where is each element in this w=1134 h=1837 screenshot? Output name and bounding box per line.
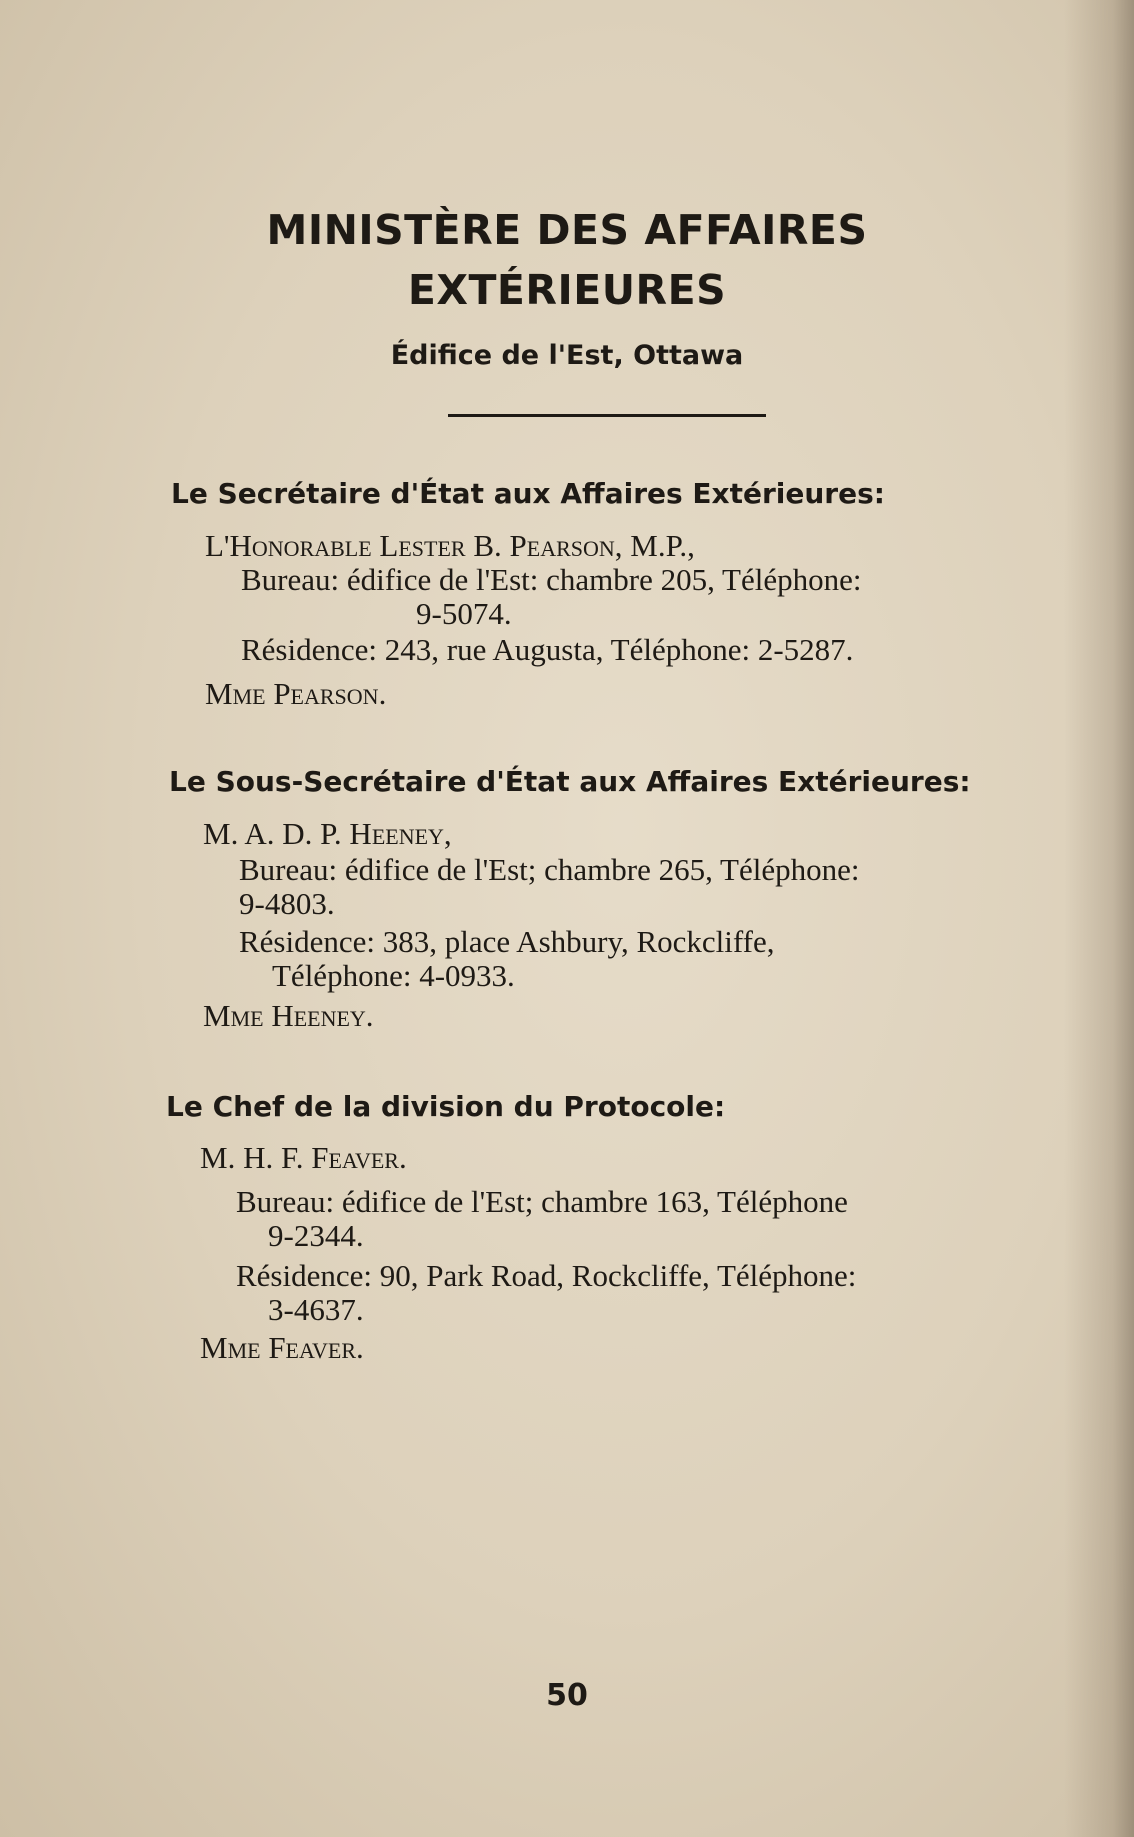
section-2-bureau-line-1: Bureau: édifice de l'Est; chambre 265, Téléphone: — [239, 852, 860, 887]
section-3-bureau-line-1: Bureau: édifice de l'Est; chambre 163, Téléphone — [236, 1184, 848, 1219]
section-3-bureau-line-2: 9-2344. — [268, 1218, 364, 1253]
section-2-spouse: Mme Heeney. — [203, 998, 374, 1033]
section-1-name: L'Honorable Lester B. Pearson, M.P., — [205, 528, 695, 563]
section-3-name: M. H. F. Feaver. — [200, 1140, 407, 1175]
page-subtitle: Édifice de l'Est, Ottawa — [390, 340, 744, 371]
section-3-residence-line-1: Résidence: 90, Park Road, Rockcliffe, Téléphone: — [236, 1258, 857, 1293]
section-1-bureau-line-1: Bureau: édifice de l'Est: chambre 205, Téléphone: — [241, 562, 862, 597]
page-title-line-1: MINISTÈRE DES AFFAIRES — [266, 206, 868, 254]
section-3-heading: Le Chef de la division du Protocole: — [166, 1090, 726, 1123]
page-number: 50 — [546, 1678, 588, 1713]
section-2-heading: Le Sous-Secrétaire d'État aux Affaires Extérieures: — [169, 765, 971, 798]
page-title-line-2: EXTÉRIEURES — [407, 266, 727, 314]
section-3-spouse: Mme Feaver. — [200, 1330, 364, 1365]
section-3-residence-line-2: 3-4637. — [268, 1292, 364, 1327]
section-2-residence-line-2: Téléphone: 4-0933. — [272, 958, 515, 993]
section-2-bureau-line-2: 9-4803. — [239, 886, 335, 921]
section-2-residence-line-1: Résidence: 383, place Ashbury, Rockcliffe, — [239, 924, 775, 959]
section-1-spouse: Mme Pearson. — [205, 676, 387, 711]
title-divider — [448, 414, 766, 417]
section-1-residence-line-1: Résidence: 243, rue Augusta, Téléphone: 2-5287. — [241, 632, 854, 667]
section-1-bureau-line-2: 9-5074. — [416, 596, 512, 631]
section-1-heading: Le Secrétaire d'État aux Affaires Extérieures: — [171, 477, 885, 510]
section-2-name: M. A. D. P. Heeney, — [203, 816, 452, 851]
